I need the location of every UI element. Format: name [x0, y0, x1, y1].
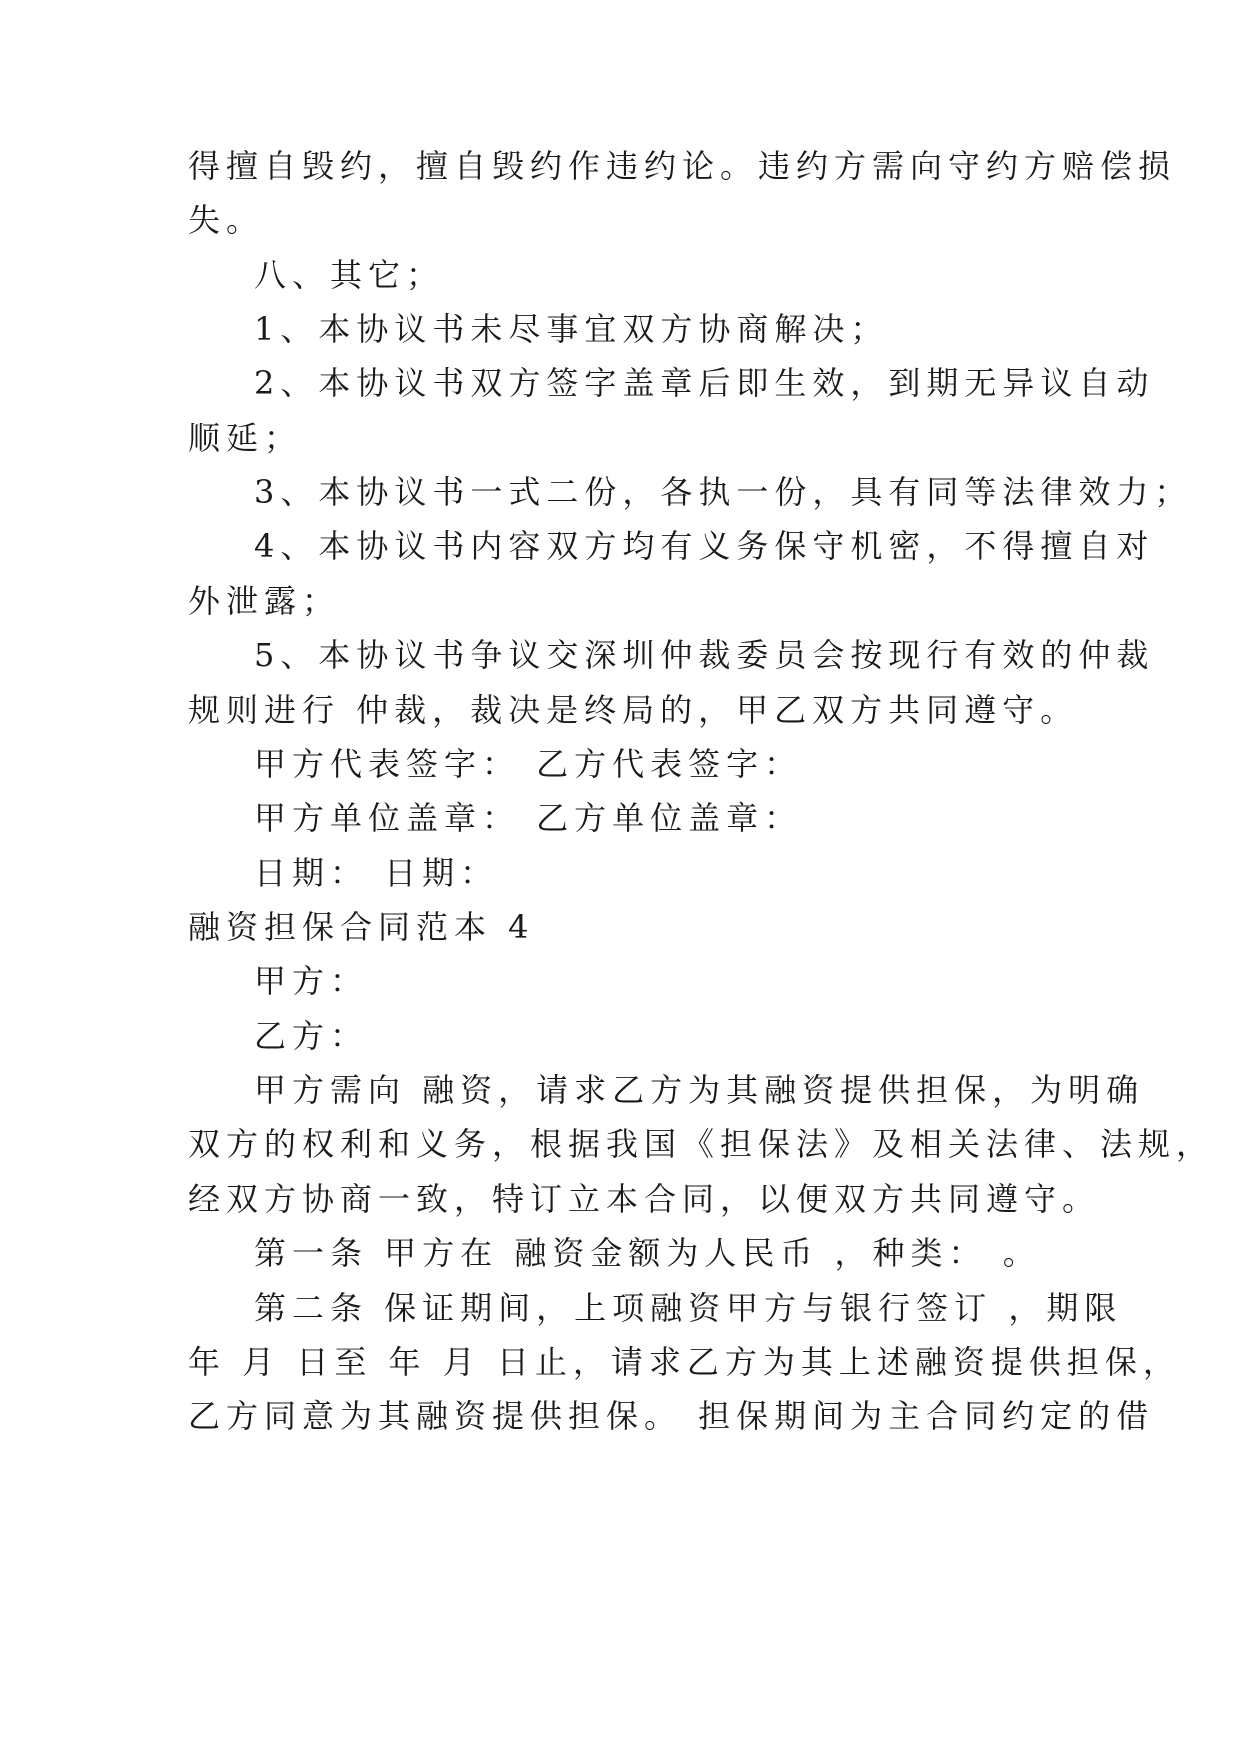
party-b-line: 乙方： — [254, 1017, 369, 1055]
party-a-line: 甲方： — [254, 962, 369, 1000]
seal-line: 甲方单位盖章： 乙方单位盖章： — [254, 799, 803, 837]
text-line: 乙方同意为其融资提供担保。 担保期间为主合同约定的借 — [188, 1397, 1155, 1435]
text-line: 外泄露； — [188, 582, 341, 620]
text-line: 经双方协商一致，特订立本合同，以便双方共同遵守。 — [188, 1180, 1101, 1218]
article-line: 第一条 甲方在 融资金额为人民币 ，种类： 。 — [254, 1234, 1041, 1272]
list-item: 2、本协议书双方签字盖章后即生效，到期无异议自动 — [254, 364, 1155, 402]
text-line: 失。 — [188, 201, 265, 239]
date-line: 日期： 日期： — [254, 854, 499, 892]
article-line: 第二条 保证期间，上项融资甲方与银行签订 ，期限 — [254, 1289, 1123, 1327]
list-item: 3、本协议书一式二份，各执一份，具有同等法律效力； — [254, 473, 1193, 511]
text-line: 规则进行 仲裁，裁决是终局的，甲乙双方共同遵守。 — [188, 691, 1079, 729]
text-line: 得擅自毁约，擅自毁约作违约论。违约方需向守约方赔偿损 — [188, 147, 1177, 185]
text-line: 双方的权利和义务，根据我国《担保法》及相关法律、法规， — [188, 1125, 1215, 1163]
list-item: 5、本协议书争议交深圳仲裁委员会按现行有效的仲裁 — [254, 636, 1155, 674]
signature-line: 甲方代表签字： 乙方代表签字： — [254, 745, 803, 783]
list-item: 1、本协议书未尽事宜双方协商解决； — [254, 310, 889, 348]
contract-title: 融资担保合同范本 4 — [188, 908, 535, 946]
text-line: 年 月 日至 年 月 日止，请求乙方为其上述融资提供担保， — [188, 1343, 1181, 1381]
list-item: 4、本协议书内容双方均有义务保守机密，不得擅自对 — [254, 527, 1155, 565]
text-line: 甲方需向 融资，请求乙方为其融资提供担保，为明确 — [254, 1071, 1145, 1109]
text-line: 顺延； — [188, 419, 303, 457]
section-heading: 八、其它； — [254, 256, 445, 294]
